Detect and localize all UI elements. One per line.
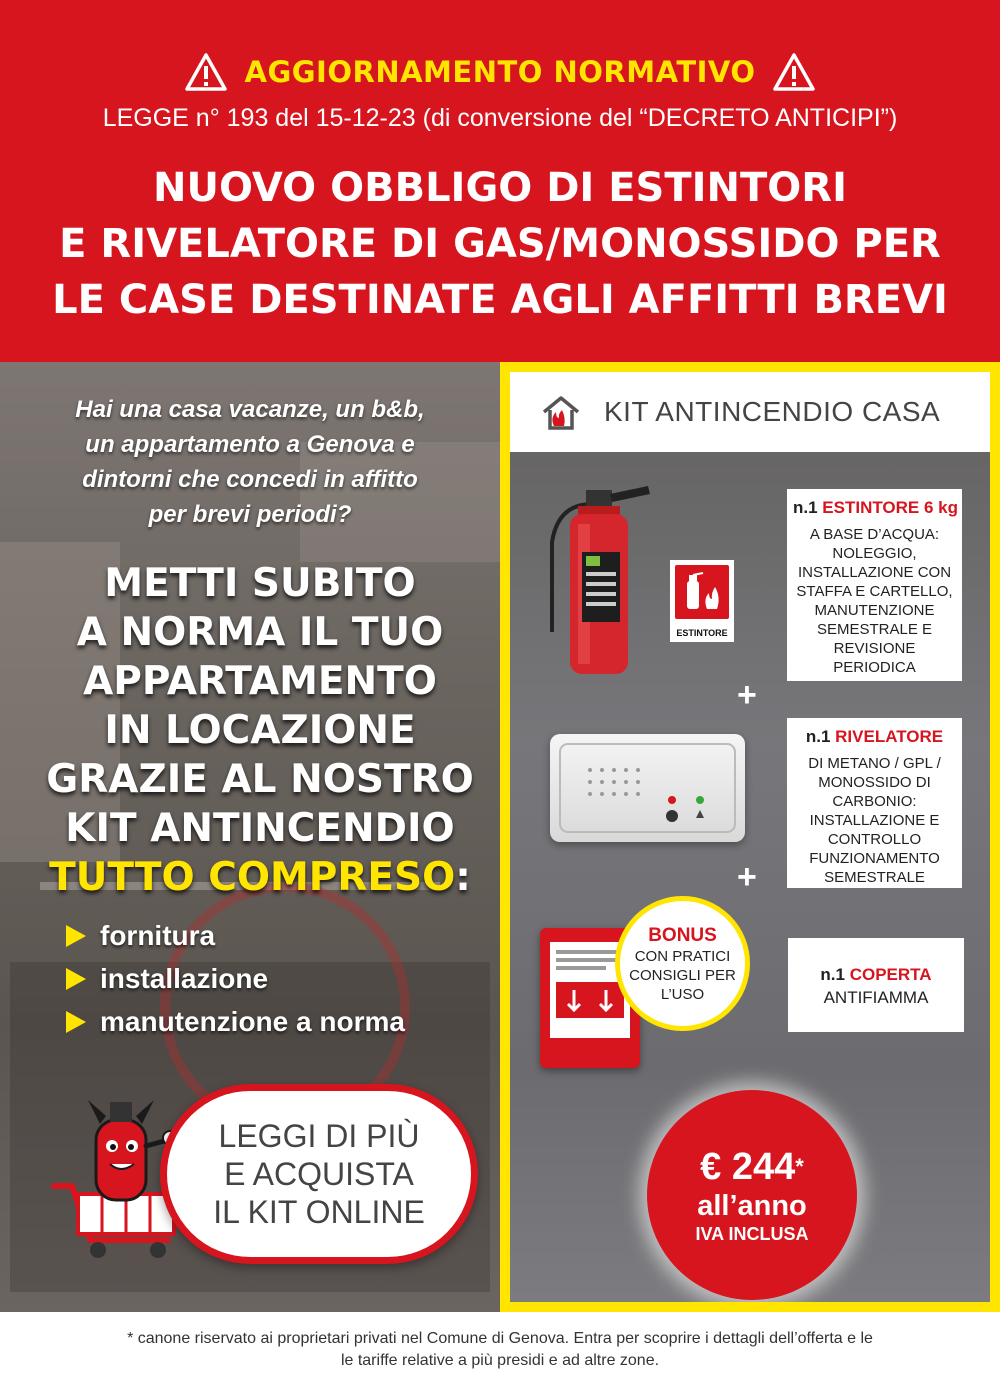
card-line: DI METANO / GPL /: [808, 755, 941, 772]
kit-panel-inner: [510, 372, 990, 1302]
alert-title: AGGIORNAMENTO NORMATIVO: [244, 55, 756, 89]
feature-label: manutenzione a norma: [100, 1005, 405, 1037]
arrow-right-icon: [66, 968, 86, 990]
cta-highlight-suffix: :: [455, 855, 471, 900]
price-period: all’anno: [697, 1190, 807, 1222]
sign-pictogram: [675, 565, 729, 619]
card-qty: n.1: [820, 964, 845, 984]
question-line: dintorni che concedi in affitto: [82, 466, 418, 493]
price-asterisk: *: [795, 1154, 804, 1179]
arrow-right-icon: [66, 1011, 86, 1033]
card-product-name: RIVELATORE: [835, 727, 944, 746]
price-vat: IVA INCLUSA: [695, 1224, 809, 1244]
card-line: SEMESTRALE E: [816, 621, 933, 638]
card-heading: [794, 964, 958, 986]
card-line: A BASE D’ACQUA:: [809, 526, 940, 543]
cta-highlight-line: [20, 853, 500, 902]
headline-line: NUOVO OBBLIGO DI ESTINTORI: [153, 165, 847, 211]
card-line: INSTALLAZIONE CON: [797, 564, 952, 581]
card-line: ANTIFIAMMA: [823, 987, 929, 1007]
bonus-title: BONUS: [648, 924, 717, 946]
card-line: STAFFA E CARTELLO,: [796, 583, 953, 600]
call-to-action-text: [20, 559, 500, 902]
cta-highlight: TUTTO COMPRESO: [49, 855, 456, 900]
arrow-right-icon: [66, 925, 86, 947]
bonus-line: L’USO: [660, 985, 705, 1003]
question-line: Hai una casa vacanze, un b&b,: [75, 396, 425, 423]
cta-line: GRAZIE AL NOSTRO: [46, 757, 474, 802]
question-text: [30, 392, 470, 532]
cta-line: METTI SUBITO: [104, 561, 416, 606]
kit-title: KIT ANTINCENDIO CASA: [604, 396, 941, 427]
cta-line: KIT ANTINCENDIO: [65, 806, 455, 851]
card-line: SEMESTRALE: [824, 869, 925, 886]
alert-row: [0, 50, 1000, 94]
bonus-line: CON PRATICI: [634, 947, 731, 965]
card-line: CARBONIO:: [832, 793, 917, 810]
feature-label: fornitura: [100, 919, 216, 951]
plus-sign: +: [737, 858, 757, 896]
feature-label: installazione: [100, 962, 269, 994]
card-line: REVISIONE: [833, 640, 916, 657]
kit-panel: [500, 362, 1000, 1312]
question-line: un appartamento a Genova e: [85, 431, 415, 458]
sign-label: ESTINTORE: [676, 628, 728, 638]
footer-line: le tariffe relative a più presidi e ad altre zone.: [340, 1352, 660, 1369]
button-label: IL KIT ONLINE: [213, 1194, 425, 1230]
blanket-card: [788, 938, 964, 1032]
buy-kit-online-button[interactable]: [160, 1084, 478, 1264]
card-line: NOLEGGIO,: [832, 545, 917, 562]
extinguisher-sign-icon: [675, 565, 729, 619]
card-product-name: COPERTA: [849, 964, 932, 984]
card-line: MANUTENZIONE: [814, 602, 935, 619]
list-item: [66, 957, 486, 1000]
list-item: [66, 914, 486, 957]
card-line: FUNZIONAMENTO: [809, 850, 940, 867]
headline-line: LE CASE DESTINATE AGLI AFFITTI BREVI: [52, 277, 948, 323]
main-headline: [0, 160, 1000, 328]
left-panel: [0, 362, 500, 1312]
detector-card: [787, 718, 962, 888]
extinguisher-card: [787, 489, 962, 681]
question-line: per brevi periodi?: [148, 501, 352, 528]
kit-header: [510, 372, 990, 452]
law-reference: LEGGE n° 193 del 15-12-23 (di conversione del “DECRETO ANTICIPI”): [102, 104, 898, 132]
list-item: [66, 1000, 486, 1043]
card-qty: n.1: [805, 727, 831, 746]
headline-line: E RIVELATORE DI GAS/MONOSSIDO PER: [59, 221, 941, 267]
price-badge: [647, 1090, 857, 1300]
bonus-badge: [615, 896, 750, 1031]
bonus-line: CONSIGLI PER: [629, 966, 736, 984]
footer-line: * canone riservato ai proprietari privati nel Comune di Genova. Entra per scoprire i dettagli dell’offerta e le: [127, 1330, 873, 1347]
price-amount: € 244: [700, 1146, 796, 1188]
cta-line: APPARTAMENTO: [83, 659, 437, 704]
detector-icon: [550, 734, 745, 842]
warning-icon: [185, 52, 227, 92]
button-label: LEGGI DI PIÙ: [218, 1118, 420, 1154]
extinguisher-icon: [538, 482, 658, 682]
card-qty: n.1: [793, 498, 818, 517]
feature-list: [66, 914, 486, 1043]
cta-line: IN LOCAZIONE: [104, 708, 416, 753]
extinguisher-sign: [670, 560, 734, 642]
card-line: INSTALLAZIONE E: [809, 812, 940, 829]
plus-sign: +: [737, 676, 757, 714]
gas-detector-image: [550, 734, 745, 842]
price-amount-line: [700, 1145, 804, 1189]
warning-icon: [773, 52, 815, 92]
house-fire-icon: [540, 394, 582, 430]
card-heading: [793, 726, 956, 748]
card-line: CONTROLLO: [827, 831, 922, 848]
footer-note: [0, 1314, 1000, 1386]
card-product-name: ESTINTORE 6 kg: [822, 498, 959, 517]
cta-line: A NORMA IL TUO: [76, 610, 444, 655]
card-line: MONOSSIDO DI: [818, 774, 931, 791]
card-line: PERIODICA: [833, 659, 916, 676]
card-heading: [793, 497, 959, 519]
header-banner: [0, 0, 1000, 362]
button-label: E ACQUISTA: [224, 1156, 414, 1192]
